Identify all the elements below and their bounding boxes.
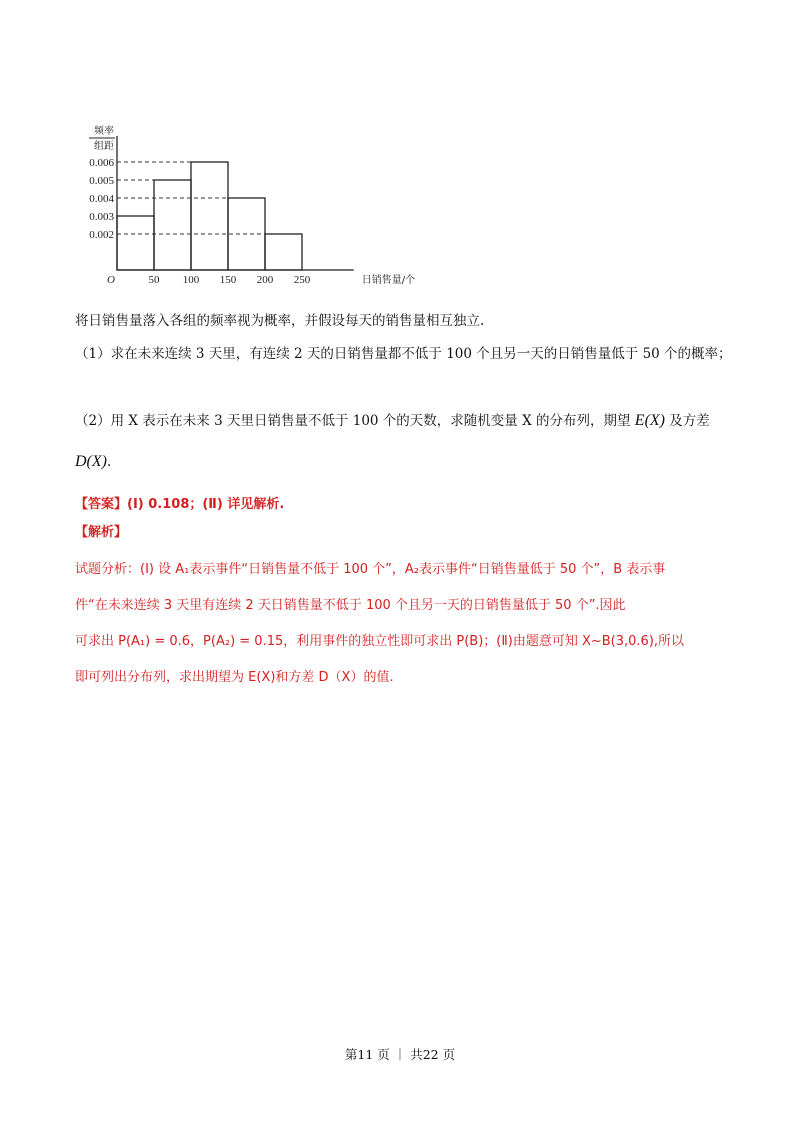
analysis-line-2: 件“在未来连续 3 天里有连续 2 天日销售量不低于 100 个且另一天的日销售量低于 50 个”.因此 [75,598,626,613]
x-tick-label: 150 [219,274,237,286]
y-tick-label: 0.004 [89,193,114,205]
x-tick-label: 200 [256,274,274,286]
analysis-line-3: 可求出 P(A₁) = 0.6，P(A₂) = 0.15，利用事件的独立性即可求出 P(B)；(Ⅱ)由题意可知 X~B(3,0.6),所以 [75,634,685,649]
question-2-cont [75,452,111,472]
analysis-title: 【解析】 [75,525,128,540]
y-axis-label-bottom: 组距 [94,141,114,152]
analysis-line-1: 试题分析：(Ⅰ) 设 A₁表示事件“日销售量不低于 100 个”，A₂表示事件“日销售量低于 50 个”，B 表示事 [75,562,666,577]
frequency-histogram [89,100,440,300]
x-tick-label: 50 [148,274,160,286]
variance-symbol: D(X) [75,453,107,470]
question-2-text: （2）用 X 表示在未来 3 天里日销售量不低于 100 个的天数，求随机变量 X 的分布列，期望 [75,413,631,429]
question-2-end: . [106,454,112,470]
expectation-symbol: E(X) [634,412,665,429]
analysis-line-4: 即可列出分布列，求出期望为 E(X)和方差 D（X）的值. [75,670,394,685]
answer-line: 【答案】(Ⅰ) 0.108；(Ⅱ) 详见解析. [75,497,285,512]
histogram-bar [154,180,191,270]
histogram-bar [191,162,228,270]
chart-axes [117,136,354,270]
histogram-bar [265,234,302,270]
origin-label: O [107,274,115,286]
y-tick-label: 0.006 [89,157,114,169]
chart-bars [117,162,302,270]
x-tick-label: 250 [293,274,311,286]
x-tick-label: 100 [182,274,200,286]
intro-text: 将日销售量落入各组的频率视为概率，并假设每天的销售量相互独立. [75,313,485,329]
y-axis-label-top: 频率 [94,126,114,137]
y-tick-label: 0.003 [89,211,114,223]
question-2-text-b: 及方差 [669,413,710,429]
y-tick-label: 0.002 [89,229,114,241]
question-2 [75,411,710,431]
histogram-bar [117,216,154,270]
question-1: （1）求在未来连续 3 天里，有连续 2 天的日销售量都不低于 100 个且另一天的日销售量低于 50 个的概率； [75,346,732,362]
chart-labels [89,124,415,286]
x-axis-label: 日销售量/个 [361,275,416,286]
page-footer: 第11 页 ｜ 共22 页 [344,1047,456,1062]
y-tick-label: 0.005 [89,175,114,187]
